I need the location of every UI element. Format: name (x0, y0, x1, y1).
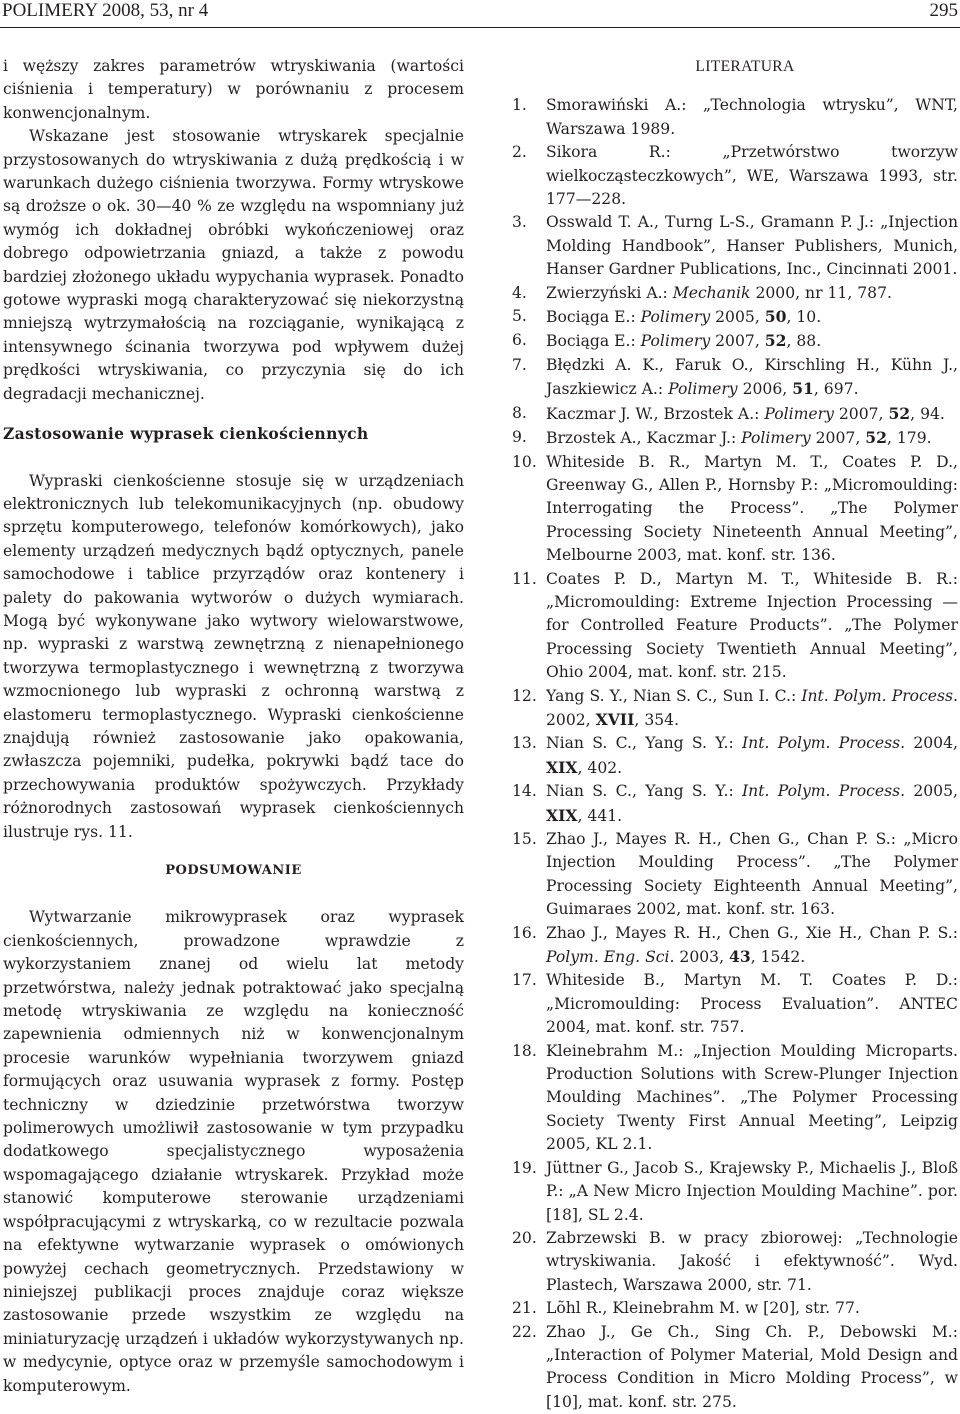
reference-number: 19. (512, 1158, 537, 1177)
reference-number: 5. (512, 307, 527, 326)
reference-item (512, 305, 958, 329)
reference-text: Błędzki A. K., Faruk O., Kirschling H., Kühn J., Jaszkiewicz A.: Polimery 2006, 51, 697. (546, 355, 958, 399)
references-heading: LITERATURA (695, 58, 795, 75)
reference-number: 17. (512, 971, 537, 990)
reference-item (512, 828, 958, 922)
reference-text: Zabrzewski B. w pracy zbiorowej: „Technologie wtryskiwania. Jakość i efektywność”. Wyd. Plastech, Warszawa 2000, str. 71. (546, 1228, 958, 1294)
reference-number: 15. (512, 830, 537, 848)
reference-text: Sikora R.: „Przetwórstwo tworzyw wielkocząsteczkowych”, WE, Warszawa 1993, str. 177—228. (546, 143, 958, 209)
reference-number: 13. (512, 734, 537, 753)
reference-text: Lõhl R., Kleinebrahm M. w [20], str. 77. (546, 1299, 860, 1318)
reference-text: Bociąga E.: Polimery 2005, 50, 10. (546, 307, 822, 327)
reference-text: Jüttner G., Jacob S., Krajewsky P., Michaelis J., Bloß P.: „A New Micro Injection Moulding Machine”. por. [18], SL 2.4. (546, 1158, 958, 1224)
references-column (512, 55, 958, 1414)
section-heading-summary: PODSUMOWANIE (165, 863, 302, 878)
reference-number: 8. (512, 403, 527, 422)
reference-text: Zhao J., Mayes R. H., Chen G., Xie H., Chan P. S.: Polym. Eng. Sci. 2003, 43, 1542. (546, 923, 958, 967)
paragraph-applications: Wypraski cienkościenne stosuje się w urządzeniach elektronicznych lub telekomunikacyjnych (np. obudowy sprzętu komputerowego, telefonów komórkowych), jako elementy urządzeń medycznych bądź optycznych, panele samochodowe i tablice przyrządów oraz kontenery i palety do pakowania wytworów o dużych wymiarach. Mogą być wykonywane jako wytwory wielowarstwowe, np. wypraski z warstwą zewnętrzną z nienapełnionego tworzywa termoplastycznego i wewnętrzną z tworzywa wzmocnionego lub wypraski z ochronną warstwą z elastomeru termoplastycznego. Wypraski cienkościenne znajdują również zastosowanie jako opakowania, zwłaszcza pojemniki, pudełka, pokrywki bądź tace do przechowywania produktów spożywczych. Przykłady różnorodnych zastosowań wyprasek cienkościennych ilustruje rys. 11. (3, 471, 464, 841)
reference-text: Nian S. C., Yang S. Y.: Int. Polym. Process. 2005, XIX, 441. (546, 782, 958, 825)
reference-number: 12. (512, 686, 537, 705)
reference-item (512, 354, 958, 402)
journal-citation: POLIMERY 2008, 53, nr 4 (2, 0, 209, 21)
reference-item (512, 732, 958, 780)
reference-item (512, 1227, 958, 1297)
reference-item (512, 94, 958, 141)
reference-text: Kleinebrahm M.: „Injection Moulding Microparts. Production Solutions with Screw-Plunger Injection Moulding Machines”. „The Polymer Processing Society Twenty First Annual Meeting”, Leipzig 2005, KL 2.1. (546, 1041, 958, 1154)
reference-text: Kaczmar J. W., Brzostek A.: Polimery 2007, 52, 94. (546, 403, 945, 423)
reference-item (512, 780, 958, 828)
reference-item (512, 1321, 958, 1414)
page-number: 295 (929, 0, 958, 21)
reference-text: Smorawiński A.: „Technologia wtrysku”, WNT, Warszawa 1989. (546, 96, 958, 138)
reference-item (512, 568, 958, 685)
reference-number: 20. (512, 1228, 537, 1247)
reference-item (512, 282, 958, 305)
reference-item (512, 1297, 958, 1320)
reference-number: 3. (512, 213, 527, 232)
reference-number: 1. (512, 96, 527, 115)
reference-text: Brzostek A., Kaczmar J.: Polimery 2007, 52, 179. (546, 428, 932, 448)
reference-item (512, 451, 958, 568)
reference-item (512, 922, 958, 970)
reference-list (512, 94, 958, 1414)
left-column (3, 55, 464, 1398)
reference-number: 18. (512, 1041, 537, 1060)
reference-number: 9. (512, 428, 527, 447)
paragraph-summary: Wytwarzanie mikrowyprasek oraz wyprasek cienkościennych, prowadzone wprawdzie z wykorzystaniem znanej od wielu lat metody przetwórstwa, należy jednak potraktować jako specjalną metodę wtryskiwania ze względu na konieczność zapewnienia odmiennych niż w konwencjonalnym procesie warunków wypełniania tworzywem gniazd formujących oraz usuwania wyprasek z formy. Postęp techniczny w dziedzinie przetwórstwa tworzyw polimerowych umożliwił zastosowanie w tym przypadku dodatkowego specjalistycznego wyposażenia wspomagającego działanie wtryskarek. Przykład może stanowić komputerowe sterowanie urządzeniami współpracującymi z wtryskarką, co w rezultacie pozwala na efektywne wytwarzanie wyprasek o omówionych powyżej cechach geometrycznych. Przedstawiony w niniejszej publikacji proces znajduje coraz większe zastosowanie przede wszystkim ze względu na miniaturyzację urządzeń i układów wykorzystywanych np. w medycynie, optyce oraz w przemyśle samochodowym i komputerowym. (3, 908, 464, 1395)
reference-number: 10. (512, 452, 537, 471)
reference-item (512, 329, 958, 353)
reference-text: Bociąga E.: Polimery 2007, 52, 88. (546, 331, 822, 351)
reference-number: 2. (512, 143, 527, 162)
reference-item (512, 969, 958, 1039)
reference-text: Yang S. Y., Nian S. C., Sun I. C.: Int. Polym. Process. 2002, XVII, 354. (546, 686, 958, 729)
reference-item (512, 426, 958, 450)
reference-item (512, 141, 958, 211)
reference-text: Whiteside B., Martyn M. T. Coates P. D.: „Micromoulding: Process Evaluation”. ANTEC 2004, mat. konf. str. 757. (546, 971, 958, 1037)
paragraph-equipment: Wskazane jest stosowanie wtryskarek specjalnie przystosowanych do wtryskiwania z dużą prędkością i w warunkach dużego ciśnienia tworzywa. Formy wtryskowe są droższe o ok. 30—40 % ze względu na wspomniany już wymóg ich dokładnej obróbki wykończeniowej oraz dobrego odpowietrzania gniazd, a także z powodu bardziej złożonego układu wypychania wyprasek. Ponadto gotowe wypraski mogą charakteryzować się niekorzystną mniejszą wytrzymałością na rozciąganie, wynikającą z intensywnego ścinania tworzywa pod wpływem dużej prędkości wtryskiwania, co przyczynia się do ich degradacji mechanicznej. (3, 127, 464, 403)
reference-item (512, 685, 958, 733)
reference-number: 22. (512, 1322, 537, 1341)
reference-text: Nian S. C., Yang S. Y.: Int. Polym. Process. 2004, XIX, 402. (546, 734, 958, 777)
reference-text: Osswald T. A., Turng L-S., Gramann P. J.: „Injection Molding Handbook”, Hanser Publishers, Munich, Hanser Gardner Publications, Inc., Cincinnati 2001. (546, 213, 958, 279)
reference-item (512, 211, 958, 281)
reference-item (512, 402, 958, 426)
reference-number: 21. (512, 1299, 537, 1318)
reference-text: Coates P. D., Martyn M. T., Whiteside B. R.: „Micromoulding: Extreme Injection Processing — for Controlled Feature Products”. „The Polymer Processing Society Twentieth Annual Meeting”, Ohio 2004, mat. konf. str. 215. (546, 569, 958, 682)
reference-item (512, 1040, 958, 1157)
reference-number: 16. (512, 923, 537, 942)
reference-text: Zwierzyński A.: Mechanik 2000, nr 11, 787. (546, 283, 892, 302)
reference-number: 7. (512, 355, 527, 374)
reference-number: 11. (512, 569, 537, 588)
reference-number: 6. (512, 331, 527, 350)
reference-number: 14. (512, 782, 537, 801)
running-header (0, 0, 960, 28)
section-heading-applications: Zastosowanie wyprasek cienkościennych (3, 424, 369, 444)
reference-text: Zhao J., Ge Ch., Sing Ch. P., Debowski M.: „Interaction of Polymer Material, Mold Design and Process Condition in Micro Molding Process”, w [10], mat. konf. str. 275. (546, 1322, 958, 1411)
paragraph-intro: i węższy zakres parametrów wtryskiwania (wartości ciśnienia i temperatury) w porównaniu z procesem konwencjonalnym. (3, 57, 464, 122)
reference-number: 4. (512, 283, 527, 302)
reference-text: Zhao J., Mayes R. H., Chen G., Chan P. S.: „Micro Injection Moulding Process”. „The Polymer Processing Society Eighteenth Annual Meeting”, Guimaraes 2002, mat. konf. str. 163. (546, 830, 958, 919)
reference-text: Whiteside B. R., Martyn M. T., Coates P. D., Greenway G., Allen P., Hornsby P.: „Micromoulding: Interrogating the Process”. „The Polymer Processing Society Nineteenth Annual Meeting”, Melbourne 2003, mat. konf. str. 136. (546, 452, 958, 565)
reference-item (512, 1157, 958, 1227)
